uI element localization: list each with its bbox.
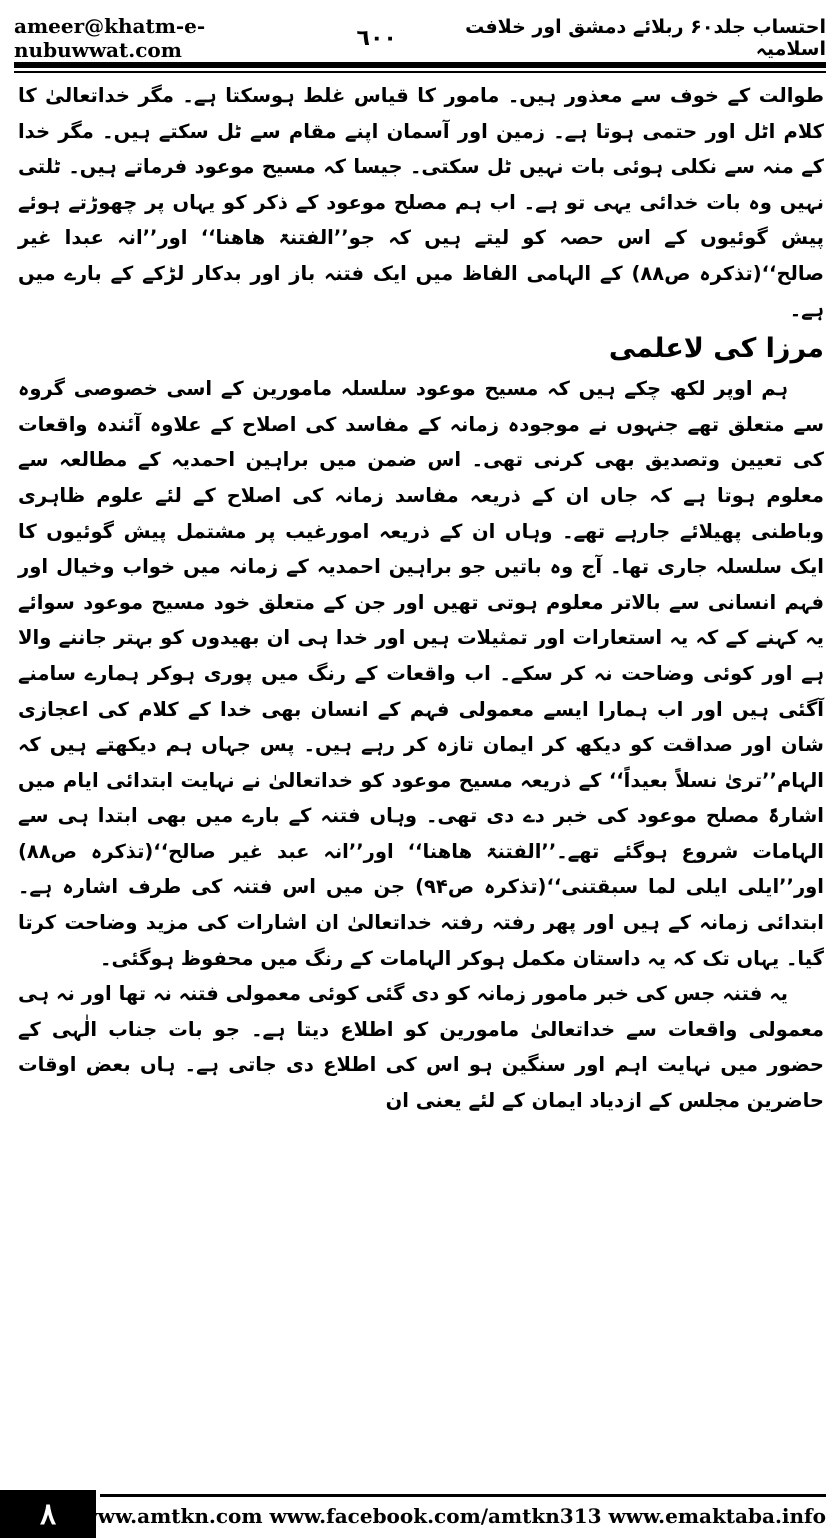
section-heading: مرزا کی لاعلمی (608, 333, 824, 365)
header-title-group (357, 16, 826, 60)
footer-rule (100, 1494, 826, 1497)
page-footer (0, 1488, 840, 1540)
paragraph-1: طوالت کے خوف سے معذور ہیں۔ مامور کا قیاس غلط ہوسکتا ہے۔ مگر خداتعالیٰ کا کلام اٹل اور حتمی ہوتا ہے۔ زمین اور آسمان اپنے مقام سے ٹل سکتے ہیں۔ مگر خدا کے منہ سے نکلی ہوئی بات نہیں ٹل سکتی۔ جیسا کہ مسیح موعود فرماتے ہیں۔ ٹلتی نہیں وہ بات خدائی یہی تو ہے۔ اب ہم مصلح موعود کے ذکر کو یہاں پر چھوڑتے ہوئے پیش گوئیوں کے اس حصہ کو لیتے ہیں کہ جو’’الفتنۃ ھاھنا‘‘ اور’’انہ عبدا غیر صالح‘‘(تذکرہ ص۸۸) کے الہامی الفاظ میں ایک فتنہ باز اور بدکار لڑکے کے بارے میں ہے۔ (18, 84, 824, 321)
header-email: ameer@khatm-e-nubuwwat.com (14, 14, 206, 62)
header-page-number: ٦٠٠ (356, 25, 397, 51)
header-rule-thin (14, 71, 826, 73)
header-title: احتساب جلد۶۰ ربلائے دمشق اور خلافت اسلامیہ (465, 16, 826, 60)
page-header (14, 14, 826, 62)
footer-links: www.amtkn.com www.facebook.com/amtkn313 www.emaktaba.info (80, 1504, 826, 1528)
header-rule-thick (14, 62, 826, 68)
paragraph-3: یہ فتنہ جس کی خبر مامور زمانہ کو دی گئی کوئی معمولی فتنہ نہ تھا اور نہ ہی معمولی واقعات سے خداتعالیٰ مامورین کو اطلاع دیتا ہے۔ جو بات جناب الٰہی کے حضور میں نہایت اہم اور سنگین ہو اس کی اطلاع دی جاتی ہے۔ ہاں بعض اوقات حاضرین مجلس کے ازدیاد ایمان کے لئے یعنی ان (18, 982, 824, 1113)
paragraph-2: ہم اوپر لکھ چکے ہیں کہ مسیح موعود سلسلہ مامورین کے اسی خصوصی گروہ سے متعلق تھے جنہوں نے موجودہ زمانہ کے مفاسد کی اصلاح کے علاوہ آئندہ واقعات کی تعیین وتصدیق بھی کرنی تھی۔ اس ضمن میں براہین احمدیہ کے مطالعہ سے معلوم ہوتا ہے کہ جاں ان کے ذریعہ مفاسد زمانہ کی اصلاح کے لئے علوم ظاہری وباطنی پھیلائے جارہے تھے۔ وہاں ان کے ذریعہ امورغیب پر مشتمل پیش گوئیوں کا ایک سلسلہ جاری تھا۔ آج وہ باتیں جو براہین احمدیہ کے زمانہ میں خواب وخیال اور فہم انسانی سے بالاتر معلوم ہوتی تھیں اور جن کے متعلق خود مسیح موعود سوائے یہ کہنے کے کہ یہ استعارات اور تمثیلات ہیں اور خدا ہی ان بھیدوں کو بہتر جاننے والا ہے اور کوئی وضاحت نہ کر سکے۔ اب واقعات کے رنگ میں پوری ہوکر ہمارے سامنے آگئی ہیں اور اب ہمارا ایسے معمولی فہم کے انسان بھی خدا کے کلام کی اعجازی شان اور صداقت کو دیکھ کر ایمان تازہ کر رہے ہیں۔ پس جہاں ہم دیکھتے ہیں کہ الہام’’تریٰ نسلاً بعیداً‘‘ کے ذریعہ مسیح موعود کو خداتعالیٰ نے نہایت ابتدائی ایام میں اشارۃً مصلح موعود کی خبر دے دی تھی۔ وہاں فتنہ کے بارے میں بھی ابتدا ہی سے الہامات شروع ہوگئے تھے۔’’الفتنۃ ھاھنا‘‘ اور’’انہ عبد غیر صالح‘‘(تذکرہ ص۸۸) اور’’ایلی ایلی لما سبقتنی‘‘(تذکرہ ص۹۴) جن میں اس فتنہ کی طرف اشارہ ہے۔ ابتدائی زمانہ کے ہیں اور پھر رفتہ رفتہ خداتعالیٰ ان اشارات کی مزید وضاحت کرتا گیا۔ یہاں تک کہ یہ داستان مکمل ہوکر الہامات کے رنگ میں محفوظ ہوگئی۔ (18, 377, 824, 970)
page-body (18, 78, 824, 1119)
footer-page-number: ۸ (0, 1490, 96, 1538)
